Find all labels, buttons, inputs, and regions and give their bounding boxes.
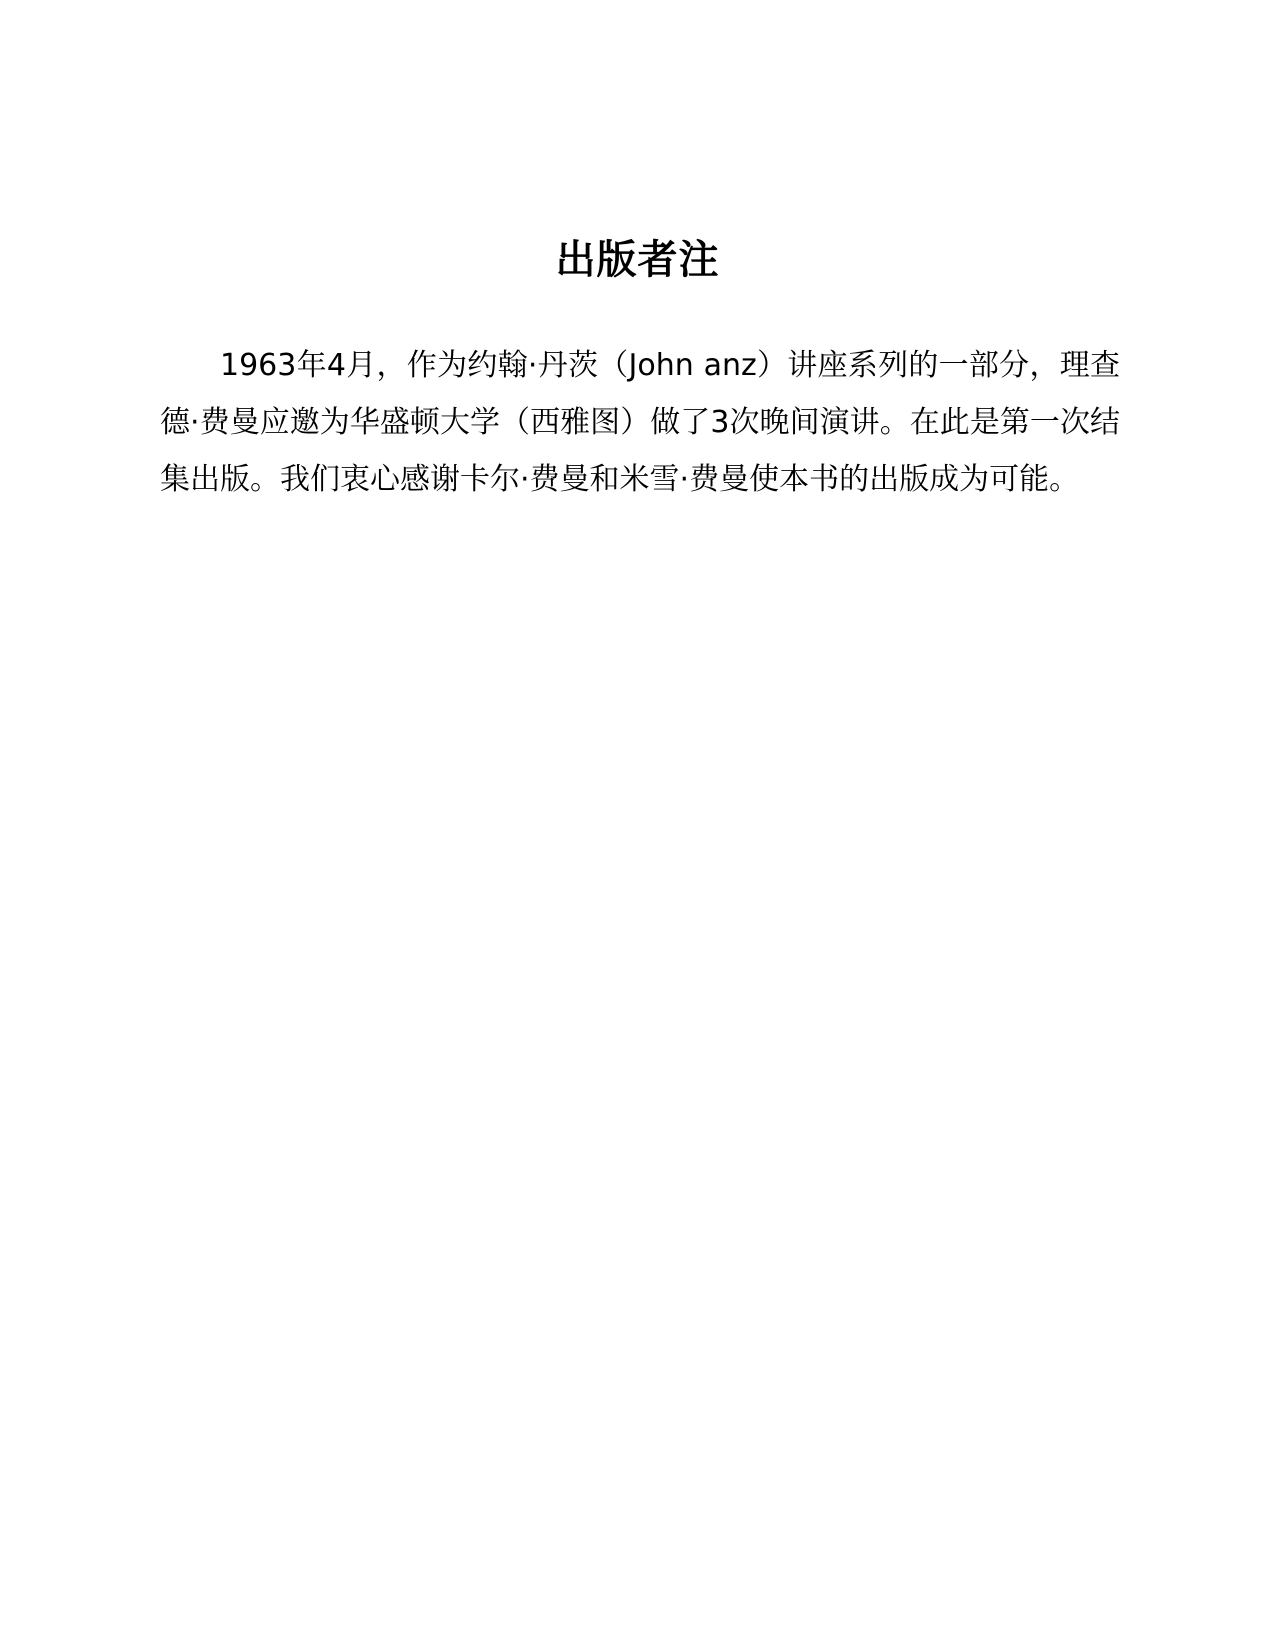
page-title: 出版者注: [555, 237, 720, 283]
body-paragraph: 1963年4月，作为约翰·丹茨（John anz）讲座系列的一部分，理查德·费曼应邀为华盛顿大学（西雅图）做了3次晚间演讲。在此是第一次结集出版。我们衷心感谢卡尔·费曼和米雪·费曼使本书的出版成为可能。: [160, 348, 1120, 497]
